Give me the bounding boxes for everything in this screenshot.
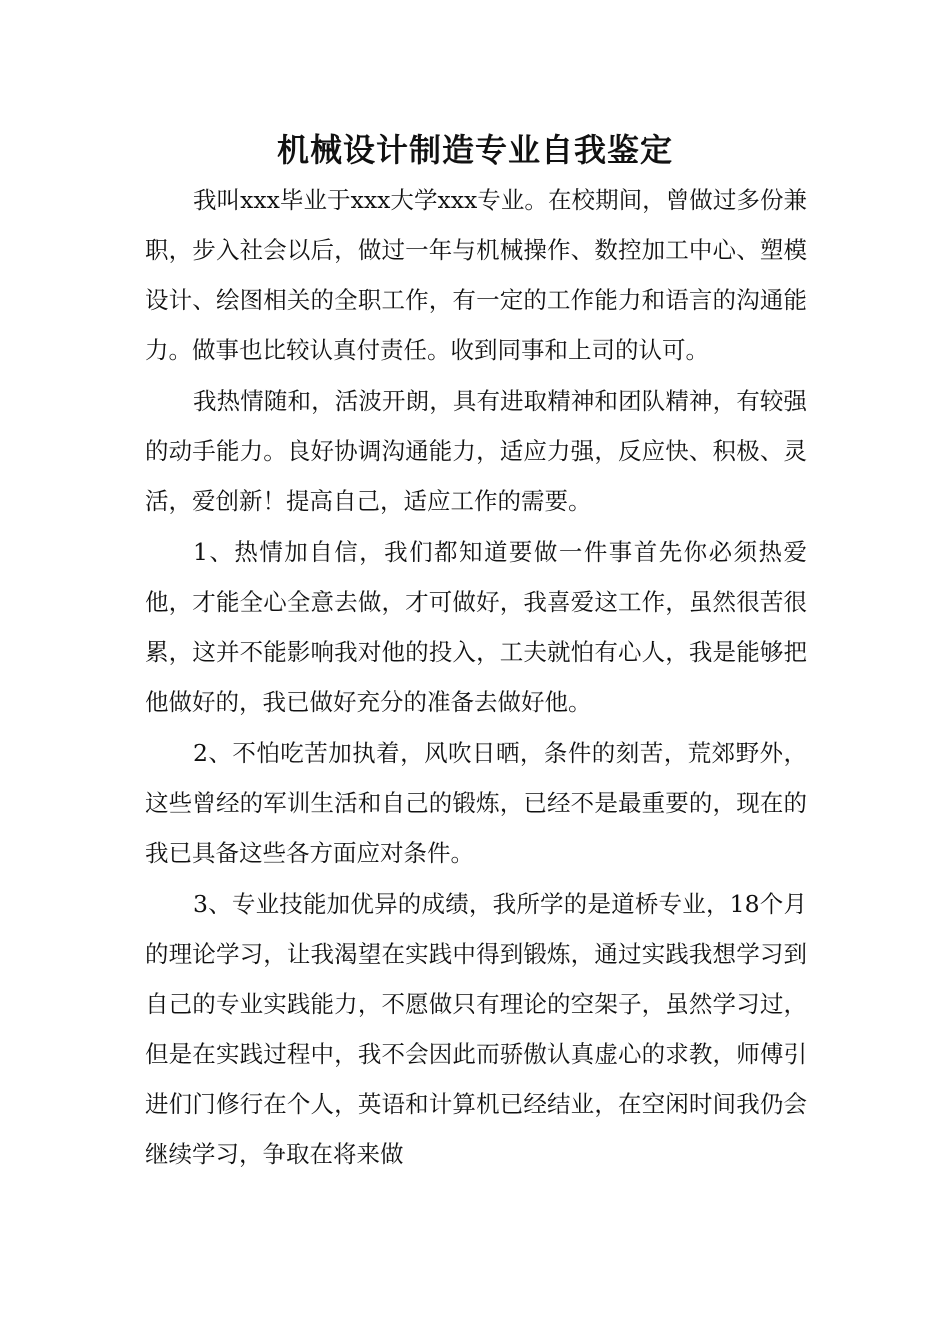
paragraph-point-1: 1、热情加自信，我们都知道要做一件事首先你必须热爱他，才能全心全意去做，才可做好，我喜爱这工作，虽然很苦很累，这并不能影响我对他的投入，工夫就怕有心人，我是能够把他做好的，我已做好充分的准备去做好他。 — [145, 538, 807, 716]
paragraph-point-3: 3、专业技能加优异的成绩，我所学的是道桥专业，18个月的理论学习，让我渴望在实践中得到锻炼，通过实践我想学习到自己的专业实践能力，不愿做只有理论的空架子，虽然学习过，但是在实践过程中，我不会因此而骄傲认真虚心的求教，师傅引进们门修行在个人，英语和计算机已经结业，在空闲时间我仍会继续学习，争取在将来做 — [145, 890, 807, 1168]
paragraph-intro: 我叫xxx毕业于xxx大学xxx专业。在校期间，曾做过多份兼职，步入社会以后，做过一年与机械操作、数控加工中心、塑模设计、绘图相关的全职工作，有一定的工作能力和语言的沟通能力。做事也比较认真付责任。收到同事和上司的认可。 — [145, 186, 807, 364]
document-title: 机械设计制造专业自我鉴定 — [276, 131, 673, 169]
document-body — [145, 175, 807, 1180]
paragraph-point-2: 2、不怕吃苦加执着，风吹日晒，条件的刻苦，荒郊野外，这些曾经的军训生活和自己的锻炼，已经不是最重要的，现在的我已具备这些各方面应对条件。 — [145, 739, 807, 867]
paragraph-personality: 我热情随和，活波开朗，具有进取精神和团队精神，有较强的动手能力。良好协调沟通能力，适应力强，反应快、积极、灵活，爱创新！提高自己，适应工作的需要。 — [145, 387, 807, 515]
